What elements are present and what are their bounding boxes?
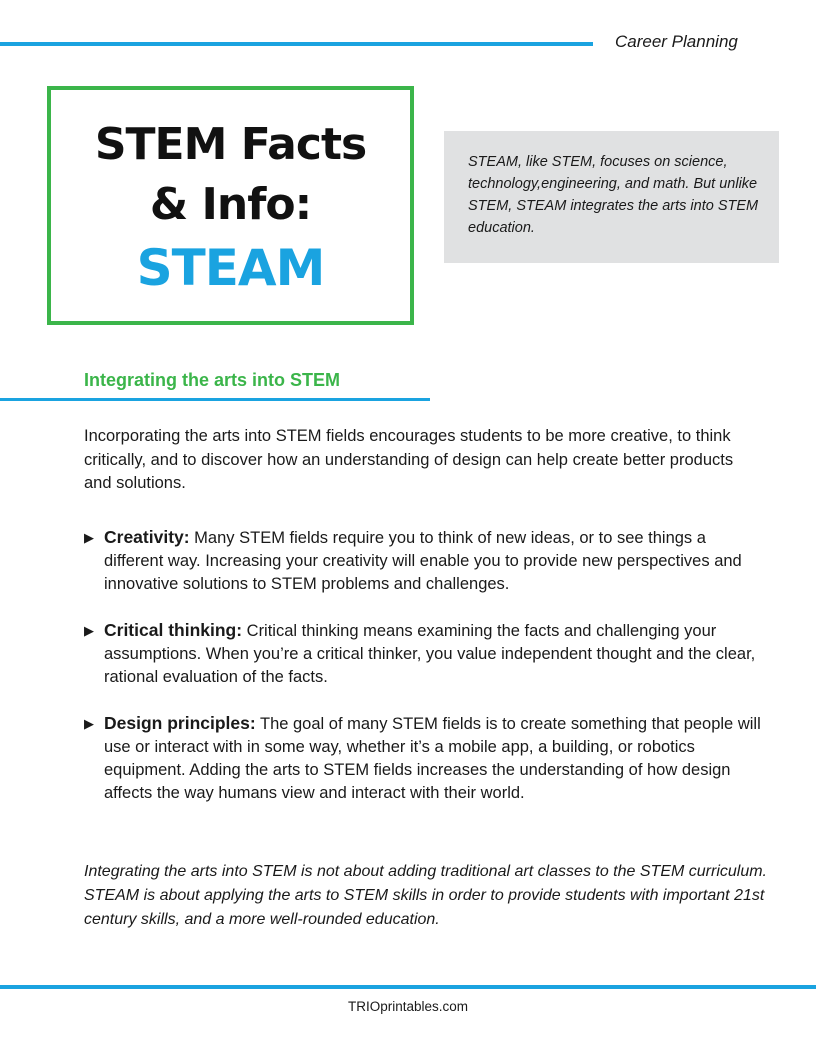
bullet-term: Critical thinking: [104, 620, 243, 640]
title-line-2: & Info: [149, 179, 312, 230]
triangle-bullet-icon: ▶ [84, 530, 94, 545]
bullet-critical-thinking [84, 619, 764, 689]
triangle-bullet-icon: ▶ [84, 716, 94, 731]
callout-text: STEAM, like STEM, focuses on science, technology,engineering, and math. But unlike STEM, STEAM integrates the arts into STEM education. [468, 154, 759, 236]
bullet-text: The goal of many STEM fields is to create something that people will use or interact with in some way, whether it’s a mobile app, a building, or robotics equipment. Adding the arts to STEM fields increases the understanding of how design affects the way humans view and interact with their world. [104, 715, 761, 802]
closing-paragraph: Integrating the arts into STEM is not about adding traditional art classes to the STEM curriculum. STEAM is about applying the arts to STEM skills in order to provide students with important 21st century skills, and a more well-rounded education. [84, 863, 767, 928]
triangle-bullet-icon: ▶ [84, 623, 94, 638]
bullet-text: Critical thinking means examining the facts and challenging your assumptions. When you’re a critical thinker, you value independent thought and the clear, rational evaluation of the facts. [104, 622, 756, 686]
callout-box [444, 131, 779, 263]
footer-rule [0, 985, 816, 989]
bullet-text: Many STEM fields require you to think of new ideas, or to see things a different way. Increasing your creativity will enable you to provide new perspectives and innovative solutions to STEM problems and challenges. [104, 529, 742, 593]
bullet-design-principles [84, 712, 764, 805]
intro-paragraph: Incorporating the arts into STEM fields encourages students to be more creative, to think critically, and to discover how an understanding of design can help create better products and solutions. [84, 427, 734, 492]
section-rule [0, 398, 430, 401]
title-line-3: STEAM [136, 239, 325, 297]
bullet-creativity [84, 526, 764, 596]
bullet-list [84, 526, 764, 828]
header-label: Career Planning [615, 32, 738, 51]
header-rule [0, 42, 593, 46]
bullet-term: Creativity: [104, 527, 190, 547]
footer-site[interactable]: TRIOprintables.com [347, 999, 469, 1014]
section-heading: Integrating the arts into STEM [84, 370, 341, 390]
bullet-term: Design principles: [104, 713, 256, 733]
title-box [47, 86, 414, 325]
title-line-1: STEM Facts [94, 119, 367, 170]
